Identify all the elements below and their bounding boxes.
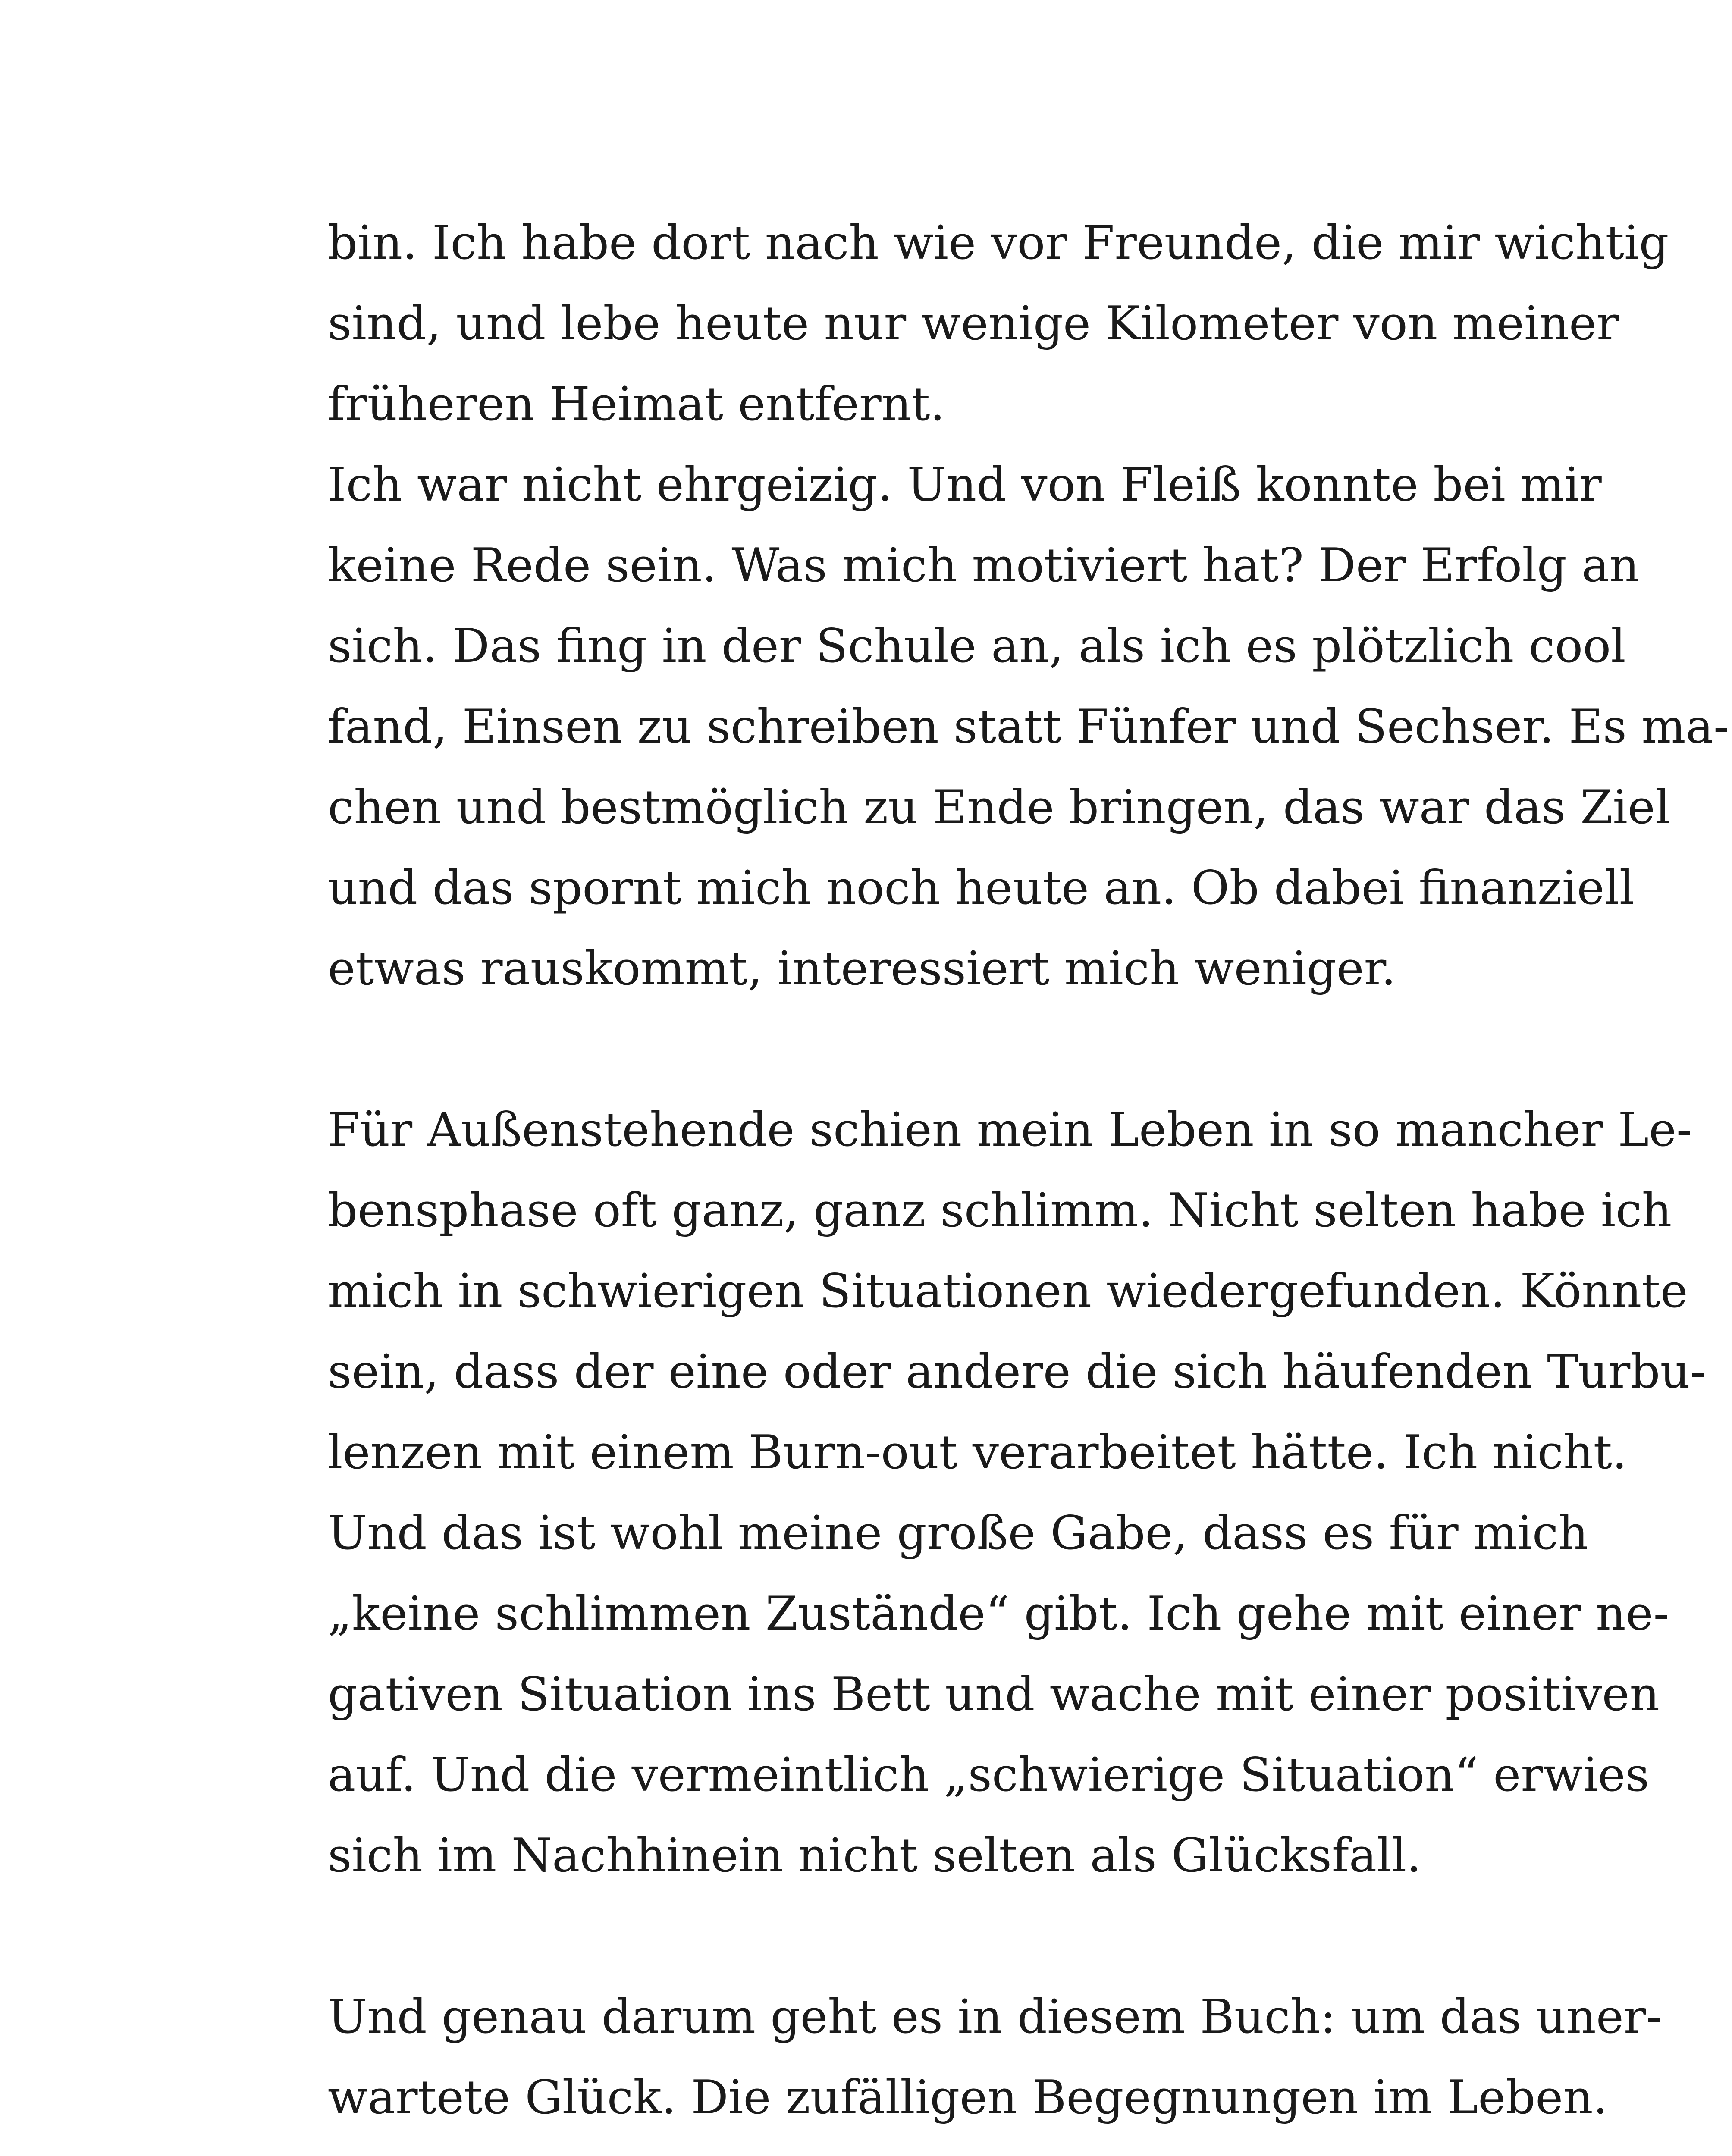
text-line: gativen Situation ins Bett und wache mit einer positiven — [328, 1667, 1660, 1721]
text-line: etwas rauskommt, interessiert mich weniger. — [328, 942, 1396, 996]
text-line: und das spornt mich noch heute an. Ob dabei finanziell — [328, 861, 1635, 915]
paragraph — [328, 203, 1669, 445]
text-line: Und das ist wohl meine große Gabe, dass es für mich — [328, 1506, 1588, 1560]
text-line: keine Rede sein. Was mich motiviert hat? Der Erfolg an — [328, 539, 1640, 592]
paragraph — [328, 1977, 1662, 2138]
text-line: Und genau darum geht es in diesem Buch: um das uner- — [328, 1990, 1662, 2044]
text-line: chen und bestmöglich zu Ende bringen, das war das Ziel — [328, 780, 1670, 834]
text-line: sein, dass der eine oder andere die sich häufenden Turbu- — [328, 1345, 1706, 1399]
text-line: bensphase oft ganz, ganz schlimm. Nicht selten habe ich — [328, 1184, 1672, 1238]
paragraph-spacer — [328, 1896, 1432, 1977]
text-line: sich im Nachhinein nicht selten als Glücksfall. — [328, 1829, 1421, 1883]
paragraph — [328, 445, 1729, 1009]
text-line: sind, und lebe heute nur wenige Kilometer von meiner — [328, 297, 1619, 351]
text-line: sich. Das fing in der Schule an, als ich es plötzlich cool — [328, 619, 1626, 673]
text-line: bin. Ich habe dort nach wie vor Freunde, die mir wichtig — [328, 216, 1669, 270]
body-text — [328, 203, 1729, 2138]
text-line: Ich war nicht ehrgeizig. Und von Fleiß konnte bei mir — [328, 458, 1602, 512]
text-line: fand, Einsen zu schreiben statt Fünfer und Sechser. Es ma- — [328, 700, 1729, 754]
text-line: lenzen mit einem Burn-out verarbeitet hätte. Ich nicht. — [328, 1426, 1627, 1479]
text-line: „keine schlimmen Zustände“ gibt. Ich gehe mit einer ne- — [328, 1587, 1669, 1641]
text-line: auf. Und die vermeintlich „schwierige Situation“ erwies — [328, 1748, 1650, 1802]
paragraph — [328, 1090, 1706, 1896]
text-line: mich in schwierigen Situationen wiedergefunden. Könnte — [328, 1264, 1688, 1318]
text-line: wartete Glück. Die zufälligen Begegnungen im Leben. — [328, 2071, 1608, 2125]
paragraph-spacer — [328, 1009, 1432, 1090]
text-line: Für Außenstehende schien mein Leben in so mancher Le- — [328, 1103, 1692, 1157]
text-line: früheren Heimat entfernt. — [328, 377, 945, 431]
